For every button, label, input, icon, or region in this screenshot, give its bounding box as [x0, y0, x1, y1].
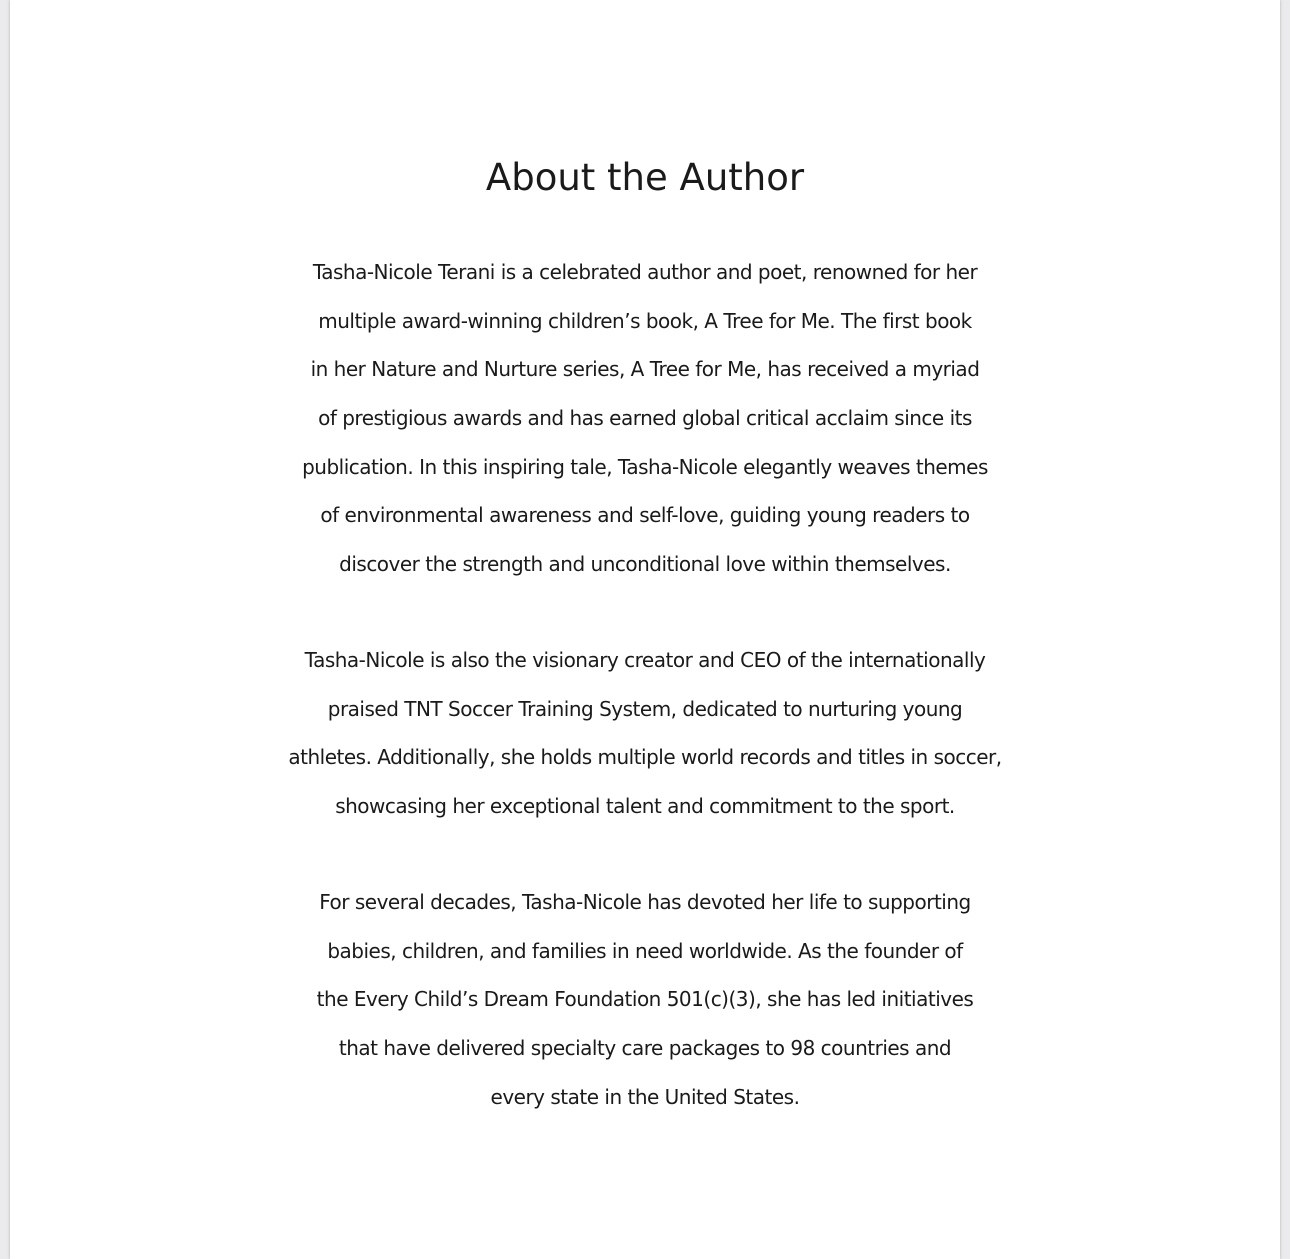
text-line: For several decades, Tasha-Nicole has devoted her life to supporting: [319, 890, 971, 914]
text-line: the Every Child’s Dream Foundation 501(c)(3), she has led initiatives: [316, 987, 974, 1012]
paragraph-soccer: [10, 636, 1280, 831]
text-line: in her Nature and Nurture series, A Tree for Me, has received a myriad: [310, 357, 980, 382]
text-line: of prestigious awards and has earned global critical acclaim since its: [318, 406, 972, 431]
text-line: every state in the United States.: [490, 1084, 800, 1109]
text-line: Tasha-Nicole is also the visionary creator and CEO of the internationally: [304, 648, 986, 672]
text-line: that have delivered specialty care packages to 98 countries and: [338, 1036, 952, 1061]
document-page: [10, 0, 1280, 1259]
text-line: of environmental awareness and self-love, guiding young readers to: [320, 503, 970, 528]
text-line: showcasing her exceptional talent and commitment to the sport.: [335, 794, 955, 819]
text-line: Tasha-Nicole Terani is a celebrated author and poet, renowned for her: [312, 260, 978, 284]
text-line: multiple award-winning children’s book, A Tree for Me. The first book: [318, 308, 972, 333]
text-line: babies, children, and families in need worldwide. As the founder of: [327, 938, 963, 963]
text-line: praised TNT Soccer Training System, dedicated to nurturing young: [327, 696, 963, 721]
text-line: discover the strength and unconditional love within themselves.: [339, 552, 951, 577]
paragraph-foundation: [10, 878, 1280, 1121]
paragraph-author-bio: [10, 248, 1280, 589]
text-line: publication. In this inspiring tale, Tasha-Nicole elegantly weaves themes: [302, 454, 988, 479]
page-title: About the Author: [485, 156, 805, 199]
text-line: athletes. Additionally, she holds multiple world records and titles in soccer,: [288, 745, 1002, 770]
